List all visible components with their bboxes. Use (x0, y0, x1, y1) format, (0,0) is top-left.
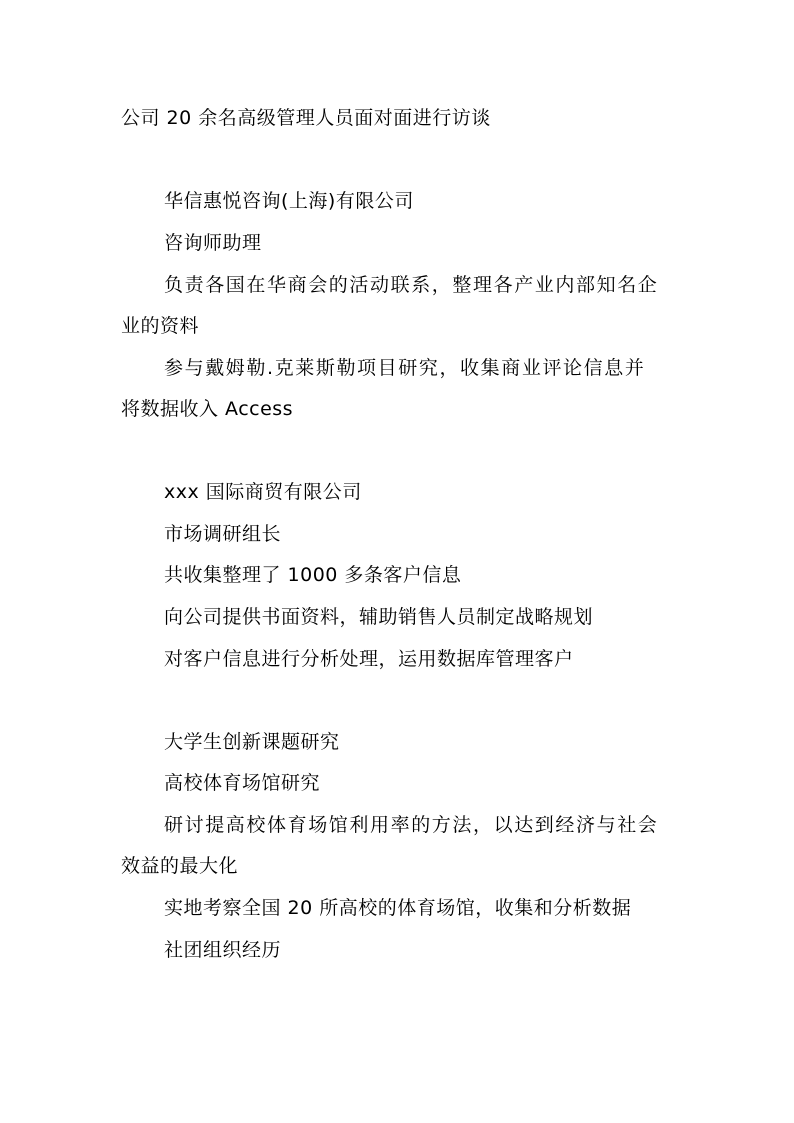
company-name: 华信惠悦咨询(上海)有限公司 (164, 190, 414, 212)
duty-text: 共收集整理了 1000 多条客户信息 (164, 564, 462, 586)
duty-text-continued: 将数据收入 Access (121, 398, 294, 420)
job-title: 市场调研组长 (164, 523, 282, 545)
project-detail: 研讨提高校体育场馆利用率的方法，以达到经济与社会 (164, 814, 659, 836)
intro-line: 公司 20 余名高级管理人员面对面进行访谈 (121, 107, 491, 129)
duty-text: 负责各国在华商会的活动联系，整理各产业内部知名企 (164, 274, 659, 296)
job-title: 咨询师助理 (164, 232, 262, 254)
project-detail: 实地考察全国 20 所高校的体育场馆，收集和分析数据 (164, 897, 632, 919)
project-topic: 高校体育场馆研究 (164, 772, 321, 794)
duty-text: 向公司提供书面资料，辅助销售人员制定战略规划 (164, 606, 594, 628)
duty-text: 参与戴姆勒.克莱斯勒项目研究，收集商业评论信息并 (164, 357, 646, 379)
company-name: xxx 国际商贸有限公司 (164, 481, 362, 503)
project-name: 大学生创新课题研究 (164, 731, 340, 753)
project-detail-continued: 效益的最大化 (121, 855, 239, 877)
duty-text: 对客户信息进行分析处理，运用数据库管理客户 (164, 648, 574, 670)
section-heading: 社团组织经历 (164, 939, 282, 961)
duty-text-continued: 业的资料 (121, 315, 200, 337)
